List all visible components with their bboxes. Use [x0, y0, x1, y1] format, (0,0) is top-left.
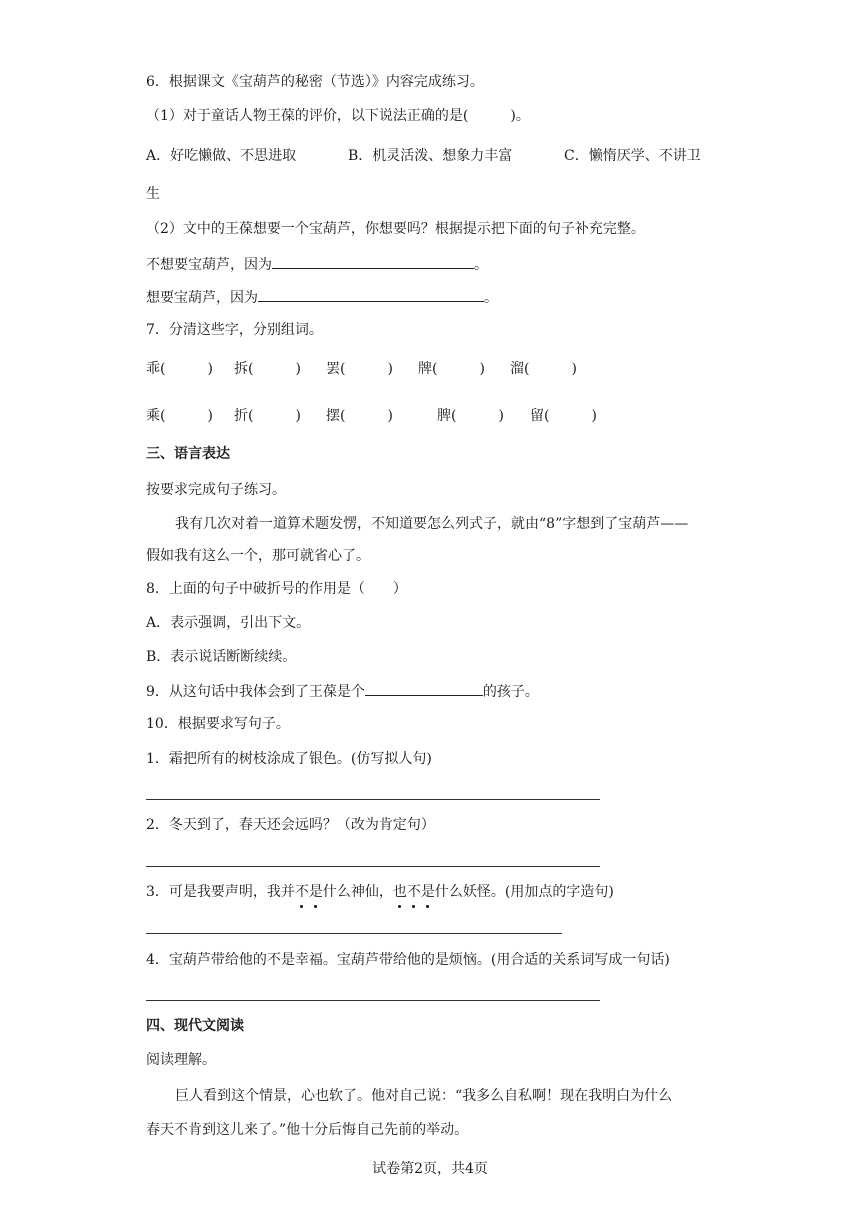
- q9-prefix: 9．从这句话中我体会到了王葆是个: [146, 684, 365, 700]
- q10-s1-answer-line[interactable]: [146, 799, 600, 800]
- q7-r1-c5: 溜( ): [510, 361, 577, 377]
- q7-r2-c4: 脾( ): [437, 408, 504, 424]
- fill1-prefix: 不想要宝葫芦，因为: [146, 257, 272, 273]
- q9-text: [146, 681, 539, 702]
- section3-passage-line2: 假如我有这么一个，那可就省心了。: [146, 548, 370, 564]
- q7-r2-c1: 乘( ): [146, 408, 213, 424]
- q7-r2-c3: 摆( ): [326, 408, 393, 424]
- fill1-suffix: 。: [474, 257, 488, 273]
- q10-s1: 1．霜把所有的树枝涂成了银色。(仿写拟人句): [146, 751, 432, 767]
- q6-title: 6．根据课文《宝葫芦的秘密（节选）》内容完成练习。: [146, 74, 484, 90]
- page-footer: 试卷第2页，共4页: [372, 1161, 488, 1177]
- q8-option-a: A．表示强调，引出下文。: [146, 615, 311, 631]
- section3-passage-line1: 我有几次对着一道算术题发愣，不知道要怎么列式子，就由“8”字想到了宝葫芦——: [175, 516, 689, 532]
- dotted-char: 不: [406, 884, 421, 900]
- q10-s2-answer-line[interactable]: [146, 866, 600, 867]
- q6-sub1: （1）对于童话人物王葆的评价，以下说法正确的是( )。: [146, 108, 530, 124]
- q7-r1-c3: 罢( ): [326, 361, 393, 377]
- s3-part-a: 3．可是我要声明，我并: [146, 884, 295, 900]
- q8-text: 8．上面的句子中破折号的作用是（ ）: [146, 581, 407, 597]
- section3-heading: 三、语言表达: [146, 446, 230, 462]
- section4-passage-line1: 巨人看到这个情景，心也软了。他对自己说：“我多么自私啊！现在我明白为什么: [175, 1088, 673, 1104]
- q10-s3: [146, 882, 614, 902]
- q6-option-c: C．懒惰厌学、不讲卫: [564, 148, 701, 164]
- fill1-blank[interactable]: [272, 254, 474, 269]
- q7-r1-c1: 乖( ): [146, 361, 213, 377]
- dotted-char: 是: [308, 884, 323, 900]
- q7-r2-c5: 留( ): [530, 408, 597, 424]
- q9-suffix: 的孩子。: [482, 684, 539, 700]
- q10-s3-answer-line[interactable]: [146, 933, 562, 934]
- dotted-char: 是: [420, 884, 435, 900]
- fill2-prefix: 想要宝葫芦，因为: [146, 290, 258, 306]
- q10-s4-answer-line[interactable]: [146, 1000, 600, 1001]
- q6-option-b: B．机灵活泼、想象力丰富: [348, 148, 513, 164]
- s3-part-c: 什么妖怪。(用加点的字造句): [434, 884, 614, 900]
- q10-s2: 2．冬天到了，春天还会远吗？（改为肯定句）: [146, 817, 435, 833]
- q7-r1-c4: 牌( ): [418, 361, 485, 377]
- section3-instruction: 按要求完成句子练习。: [146, 482, 286, 498]
- q7-title: 7．分清这些字，分别组词。: [146, 322, 323, 338]
- q6-option-wrap: 生: [146, 186, 160, 202]
- q7-r1-c2: 拆( ): [234, 361, 301, 377]
- dotted-char: 不: [294, 884, 309, 900]
- fill2-suffix: 。: [484, 290, 498, 306]
- q6-fill1: [146, 254, 488, 275]
- q10-text: 10．根据要求写句子。: [146, 716, 290, 732]
- s3-part-b: 什么神仙，: [322, 884, 393, 900]
- q10-s4: 4．宝葫芦带给他的不是幸福。宝葫芦带给他的是烦恼。(用合适的关系词写成一句话): [146, 952, 670, 968]
- q6-fill2: [146, 287, 498, 308]
- q9-blank[interactable]: [365, 681, 483, 696]
- q6-option-a: A．好吃懒做、不思进取: [146, 148, 297, 164]
- q8-option-b: B．表示说话断断续续。: [146, 649, 297, 665]
- section4-instruction: 阅读理解。: [146, 1052, 216, 1068]
- dotted-char: 也: [392, 884, 407, 900]
- section4-passage-line2: 春天不肯到这儿来了。”他十分后悔自己先前的举动。: [146, 1122, 469, 1138]
- fill2-blank[interactable]: [258, 287, 484, 302]
- q6-sub2: （2）文中的王葆想要一个宝葫芦，你想要吗？根据提示把下面的句子补充完整。: [146, 221, 645, 237]
- section4-heading: 四、现代文阅读: [146, 1018, 244, 1034]
- q7-r2-c2: 折( ): [234, 408, 301, 424]
